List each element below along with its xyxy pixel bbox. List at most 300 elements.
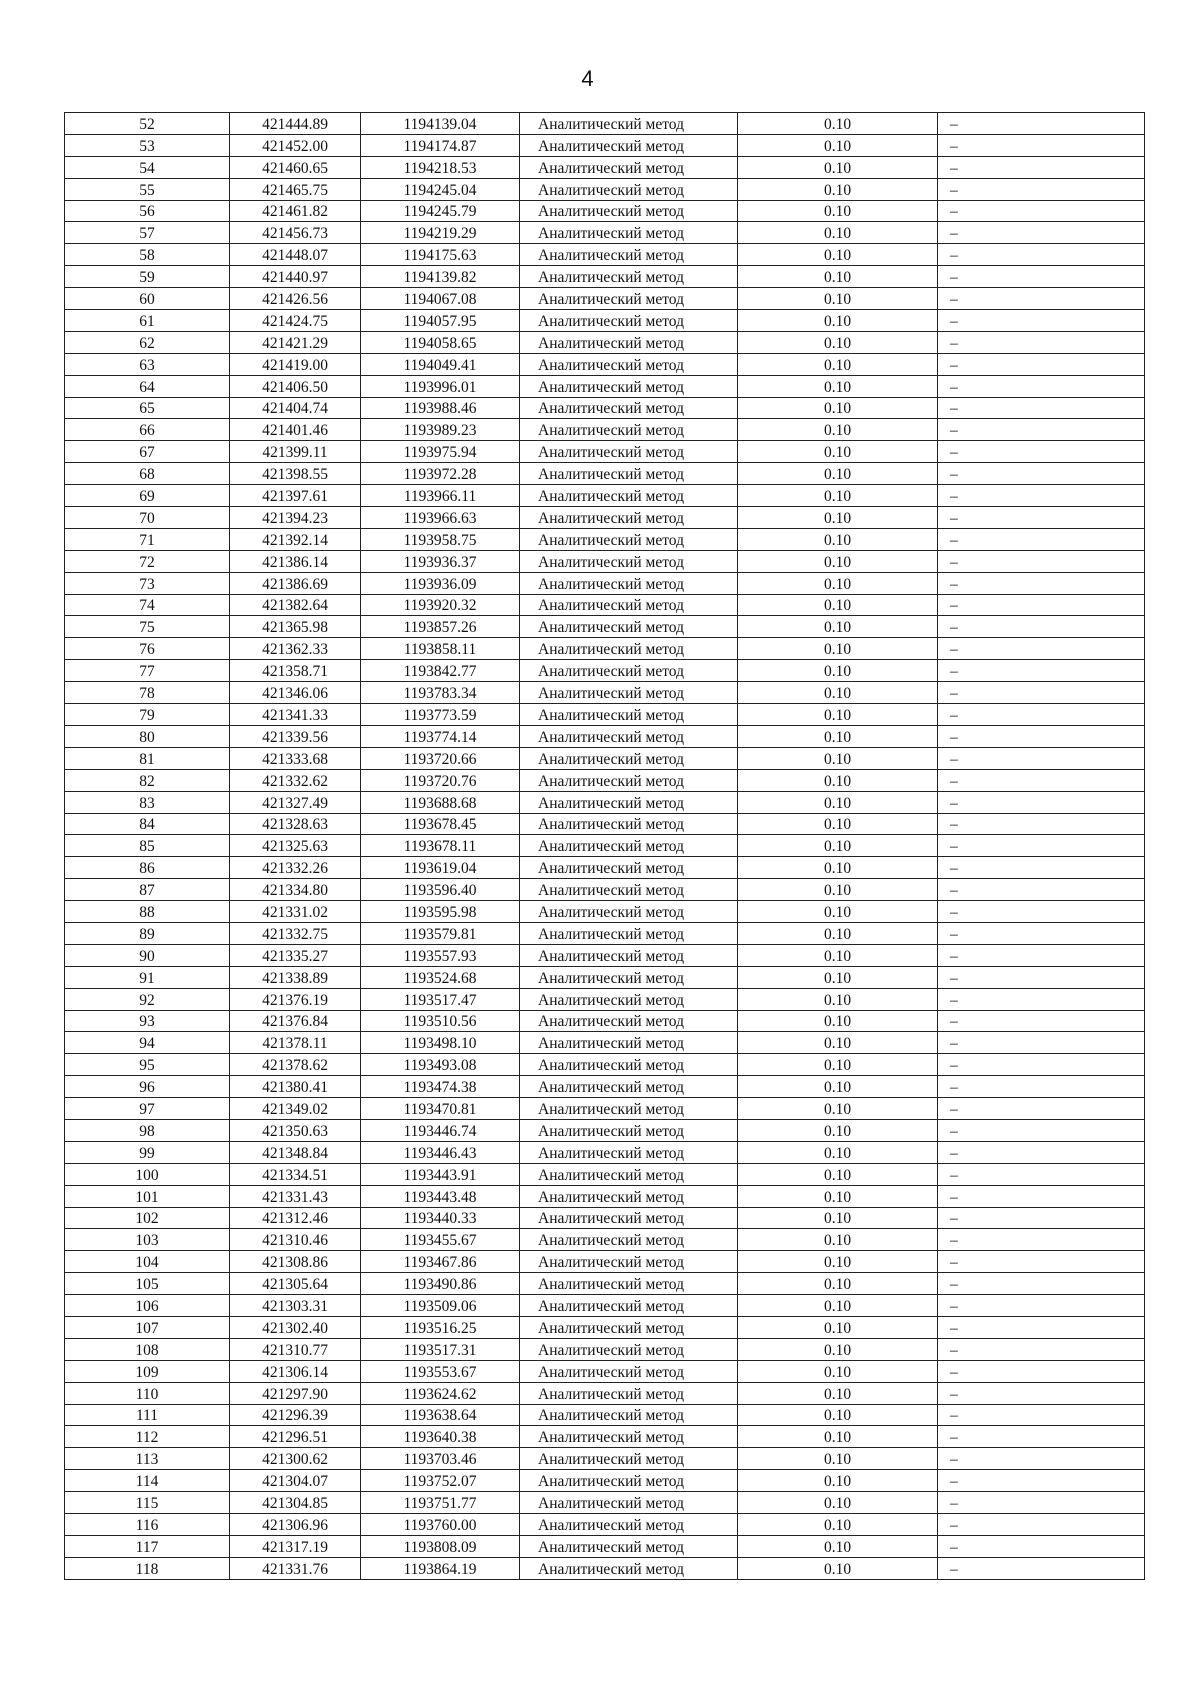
- description-cell: –: [938, 660, 1145, 682]
- point-number-cell: 62: [65, 331, 230, 353]
- description-cell: –: [938, 200, 1145, 222]
- x-coordinate-cell: 421362.33: [230, 638, 361, 660]
- y-coordinate-cell: 1193498.10: [361, 1032, 520, 1054]
- x-coordinate-cell: 421465.75: [230, 178, 361, 200]
- description-cell: –: [938, 178, 1145, 200]
- point-number-cell: 112: [65, 1426, 230, 1448]
- x-coordinate-cell: 421302.40: [230, 1316, 361, 1338]
- description-cell: –: [938, 375, 1145, 397]
- table-row: [65, 1316, 1145, 1338]
- point-number-cell: 91: [65, 966, 230, 988]
- description-cell: –: [938, 1514, 1145, 1536]
- x-coordinate-cell: 421306.14: [230, 1360, 361, 1382]
- y-coordinate-cell: 1193557.93: [361, 944, 520, 966]
- error-cell: 0.10: [738, 288, 938, 310]
- x-coordinate-cell: 421378.62: [230, 1054, 361, 1076]
- method-cell: Аналитический метод: [520, 419, 738, 441]
- table-row: [65, 1382, 1145, 1404]
- description-cell: –: [938, 1448, 1145, 1470]
- table-row: [65, 1054, 1145, 1076]
- table-row: [65, 1557, 1145, 1579]
- description-cell: –: [938, 1404, 1145, 1426]
- coordinates-table: [64, 112, 1145, 1580]
- point-number-cell: 79: [65, 704, 230, 726]
- point-number-cell: 93: [65, 1010, 230, 1032]
- description-cell: –: [938, 835, 1145, 857]
- table-row: [65, 156, 1145, 178]
- description-cell: –: [938, 1010, 1145, 1032]
- method-cell: Аналитический метод: [520, 1207, 738, 1229]
- table-row: [65, 1141, 1145, 1163]
- method-cell: Аналитический метод: [520, 331, 738, 353]
- y-coordinate-cell: 1193640.38: [361, 1426, 520, 1448]
- point-number-cell: 56: [65, 200, 230, 222]
- method-cell: Аналитический метод: [520, 1448, 738, 1470]
- table-row: [65, 857, 1145, 879]
- x-coordinate-cell: 421328.63: [230, 813, 361, 835]
- point-number-cell: 107: [65, 1316, 230, 1338]
- method-cell: Аналитический метод: [520, 704, 738, 726]
- point-number-cell: 61: [65, 310, 230, 332]
- y-coordinate-cell: 1193720.76: [361, 769, 520, 791]
- method-cell: Аналитический метод: [520, 747, 738, 769]
- error-cell: 0.10: [738, 660, 938, 682]
- y-coordinate-cell: 1193808.09: [361, 1535, 520, 1557]
- error-cell: 0.10: [738, 1514, 938, 1536]
- x-coordinate-cell: 421300.62: [230, 1448, 361, 1470]
- y-coordinate-cell: 1193678.11: [361, 835, 520, 857]
- error-cell: 0.10: [738, 594, 938, 616]
- y-coordinate-cell: 1193443.48: [361, 1185, 520, 1207]
- point-number-cell: 98: [65, 1119, 230, 1141]
- method-cell: Аналитический метод: [520, 1229, 738, 1251]
- point-number-cell: 67: [65, 441, 230, 463]
- x-coordinate-cell: 421338.89: [230, 966, 361, 988]
- error-cell: 0.10: [738, 1273, 938, 1295]
- description-cell: –: [938, 988, 1145, 1010]
- method-cell: Аналитический метод: [520, 1295, 738, 1317]
- description-cell: –: [938, 507, 1145, 529]
- table-row: [65, 1163, 1145, 1185]
- x-coordinate-cell: 421444.89: [230, 113, 361, 135]
- method-cell: Аналитический метод: [520, 638, 738, 660]
- point-number-cell: 58: [65, 244, 230, 266]
- description-cell: –: [938, 791, 1145, 813]
- method-cell: Аналитический метод: [520, 1338, 738, 1360]
- x-coordinate-cell: 421310.77: [230, 1338, 361, 1360]
- y-coordinate-cell: 1194218.53: [361, 156, 520, 178]
- point-number-cell: 96: [65, 1076, 230, 1098]
- x-coordinate-cell: 421305.64: [230, 1273, 361, 1295]
- description-cell: –: [938, 594, 1145, 616]
- error-cell: 0.10: [738, 1054, 938, 1076]
- description-cell: –: [938, 616, 1145, 638]
- description-cell: –: [938, 857, 1145, 879]
- y-coordinate-cell: 1194175.63: [361, 244, 520, 266]
- description-cell: –: [938, 485, 1145, 507]
- description-cell: –: [938, 1207, 1145, 1229]
- x-coordinate-cell: 421358.71: [230, 660, 361, 682]
- description-cell: –: [938, 725, 1145, 747]
- table-row: [65, 441, 1145, 463]
- error-cell: 0.10: [738, 966, 938, 988]
- description-cell: –: [938, 1338, 1145, 1360]
- y-coordinate-cell: 1193510.56: [361, 1010, 520, 1032]
- error-cell: 0.10: [738, 113, 938, 135]
- error-cell: 0.10: [738, 1426, 938, 1448]
- table-row: [65, 747, 1145, 769]
- description-cell: –: [938, 1054, 1145, 1076]
- method-cell: Аналитический метод: [520, 310, 738, 332]
- y-coordinate-cell: 1193446.74: [361, 1119, 520, 1141]
- point-number-cell: 64: [65, 375, 230, 397]
- error-cell: 0.10: [738, 1316, 938, 1338]
- y-coordinate-cell: 1193703.46: [361, 1448, 520, 1470]
- y-coordinate-cell: 1194058.65: [361, 331, 520, 353]
- description-cell: –: [938, 222, 1145, 244]
- x-coordinate-cell: 421339.56: [230, 725, 361, 747]
- x-coordinate-cell: 421376.84: [230, 1010, 361, 1032]
- y-coordinate-cell: 1193774.14: [361, 725, 520, 747]
- x-coordinate-cell: 421333.68: [230, 747, 361, 769]
- error-cell: 0.10: [738, 1010, 938, 1032]
- table-row: [65, 922, 1145, 944]
- description-cell: –: [938, 419, 1145, 441]
- method-cell: Аналитический метод: [520, 1382, 738, 1404]
- point-number-cell: 83: [65, 791, 230, 813]
- description-cell: –: [938, 572, 1145, 594]
- y-coordinate-cell: 1193842.77: [361, 660, 520, 682]
- point-number-cell: 77: [65, 660, 230, 682]
- method-cell: Аналитический метод: [520, 1119, 738, 1141]
- x-coordinate-cell: 421397.61: [230, 485, 361, 507]
- point-number-cell: 117: [65, 1535, 230, 1557]
- method-cell: Аналитический метод: [520, 1492, 738, 1514]
- method-cell: Аналитический метод: [520, 1514, 738, 1536]
- method-cell: Аналитический метод: [520, 616, 738, 638]
- description-cell: –: [938, 1251, 1145, 1273]
- x-coordinate-cell: 421378.11: [230, 1032, 361, 1054]
- table-row: [65, 616, 1145, 638]
- table-row: [65, 310, 1145, 332]
- method-cell: Аналитический метод: [520, 966, 738, 988]
- method-cell: Аналитический метод: [520, 1404, 738, 1426]
- y-coordinate-cell: 1193524.68: [361, 966, 520, 988]
- x-coordinate-cell: 421308.86: [230, 1251, 361, 1273]
- point-number-cell: 115: [65, 1492, 230, 1514]
- y-coordinate-cell: 1193474.38: [361, 1076, 520, 1098]
- table-row: [65, 1470, 1145, 1492]
- error-cell: 0.10: [738, 1492, 938, 1514]
- point-number-cell: 106: [65, 1295, 230, 1317]
- description-cell: –: [938, 879, 1145, 901]
- table-row: [65, 178, 1145, 200]
- description-cell: –: [938, 944, 1145, 966]
- x-coordinate-cell: 421424.75: [230, 310, 361, 332]
- description-cell: –: [938, 638, 1145, 660]
- point-number-cell: 87: [65, 879, 230, 901]
- error-cell: 0.10: [738, 1207, 938, 1229]
- description-cell: –: [938, 813, 1145, 835]
- description-cell: –: [938, 1360, 1145, 1382]
- description-cell: –: [938, 1185, 1145, 1207]
- y-coordinate-cell: 1193966.11: [361, 485, 520, 507]
- point-number-cell: 92: [65, 988, 230, 1010]
- description-cell: –: [938, 266, 1145, 288]
- description-cell: –: [938, 528, 1145, 550]
- table-row: [65, 1010, 1145, 1032]
- y-coordinate-cell: 1194245.79: [361, 200, 520, 222]
- point-number-cell: 103: [65, 1229, 230, 1251]
- table-row: [65, 1535, 1145, 1557]
- error-cell: 0.10: [738, 988, 938, 1010]
- error-cell: 0.10: [738, 156, 938, 178]
- table-row: [65, 901, 1145, 923]
- error-cell: 0.10: [738, 441, 938, 463]
- point-number-cell: 94: [65, 1032, 230, 1054]
- method-cell: Аналитический метод: [520, 178, 738, 200]
- error-cell: 0.10: [738, 813, 938, 835]
- point-number-cell: 85: [65, 835, 230, 857]
- error-cell: 0.10: [738, 1141, 938, 1163]
- x-coordinate-cell: 421304.85: [230, 1492, 361, 1514]
- y-coordinate-cell: 1193509.06: [361, 1295, 520, 1317]
- table-row: [65, 572, 1145, 594]
- y-coordinate-cell: 1193638.64: [361, 1404, 520, 1426]
- table-row: [65, 200, 1145, 222]
- point-number-cell: 78: [65, 682, 230, 704]
- error-cell: 0.10: [738, 222, 938, 244]
- x-coordinate-cell: 421421.29: [230, 331, 361, 353]
- x-coordinate-cell: 421394.23: [230, 507, 361, 529]
- x-coordinate-cell: 421332.75: [230, 922, 361, 944]
- method-cell: Аналитический метод: [520, 1273, 738, 1295]
- table-row: [65, 528, 1145, 550]
- method-cell: Аналитический метод: [520, 441, 738, 463]
- method-cell: Аналитический метод: [520, 375, 738, 397]
- point-number-cell: 105: [65, 1273, 230, 1295]
- y-coordinate-cell: 1193579.81: [361, 922, 520, 944]
- description-cell: –: [938, 441, 1145, 463]
- x-coordinate-cell: 421296.51: [230, 1426, 361, 1448]
- error-cell: 0.10: [738, 922, 938, 944]
- x-coordinate-cell: 421382.64: [230, 594, 361, 616]
- point-number-cell: 71: [65, 528, 230, 550]
- error-cell: 0.10: [738, 375, 938, 397]
- y-coordinate-cell: 1193988.46: [361, 397, 520, 419]
- error-cell: 0.10: [738, 1163, 938, 1185]
- y-coordinate-cell: 1193996.01: [361, 375, 520, 397]
- table-row: [65, 331, 1145, 353]
- error-cell: 0.10: [738, 704, 938, 726]
- x-coordinate-cell: 421310.46: [230, 1229, 361, 1251]
- description-cell: –: [938, 1141, 1145, 1163]
- description-cell: –: [938, 397, 1145, 419]
- x-coordinate-cell: 421334.80: [230, 879, 361, 901]
- x-coordinate-cell: 421401.46: [230, 419, 361, 441]
- x-coordinate-cell: 421380.41: [230, 1076, 361, 1098]
- y-coordinate-cell: 1194049.41: [361, 353, 520, 375]
- description-cell: –: [938, 1295, 1145, 1317]
- description-cell: –: [938, 331, 1145, 353]
- description-cell: –: [938, 704, 1145, 726]
- point-number-cell: 86: [65, 857, 230, 879]
- x-coordinate-cell: 421346.06: [230, 682, 361, 704]
- method-cell: Аналитический метод: [520, 572, 738, 594]
- method-cell: Аналитический метод: [520, 901, 738, 923]
- table-row: [65, 1032, 1145, 1054]
- method-cell: Аналитический метод: [520, 1054, 738, 1076]
- description-cell: –: [938, 1470, 1145, 1492]
- error-cell: 0.10: [738, 1251, 938, 1273]
- table-row: [65, 682, 1145, 704]
- error-cell: 0.10: [738, 879, 938, 901]
- y-coordinate-cell: 1193864.19: [361, 1557, 520, 1579]
- method-cell: Аналитический метод: [520, 1141, 738, 1163]
- table-row: [65, 1514, 1145, 1536]
- y-coordinate-cell: 1193752.07: [361, 1470, 520, 1492]
- error-cell: 0.10: [738, 1448, 938, 1470]
- error-cell: 0.10: [738, 178, 938, 200]
- method-cell: Аналитический метод: [520, 134, 738, 156]
- point-number-cell: 113: [65, 1448, 230, 1470]
- table-row: [65, 988, 1145, 1010]
- method-cell: Аналитический метод: [520, 857, 738, 879]
- error-cell: 0.10: [738, 1098, 938, 1120]
- x-coordinate-cell: 421327.49: [230, 791, 361, 813]
- method-cell: Аналитический метод: [520, 1557, 738, 1579]
- y-coordinate-cell: 1194219.29: [361, 222, 520, 244]
- error-cell: 0.10: [738, 901, 938, 923]
- method-cell: Аналитический метод: [520, 660, 738, 682]
- y-coordinate-cell: 1193857.26: [361, 616, 520, 638]
- point-number-cell: 84: [65, 813, 230, 835]
- error-cell: 0.10: [738, 528, 938, 550]
- y-coordinate-cell: 1194139.82: [361, 266, 520, 288]
- description-cell: –: [938, 288, 1145, 310]
- table-row: [65, 1076, 1145, 1098]
- table-row: [65, 725, 1145, 747]
- y-coordinate-cell: 1193493.08: [361, 1054, 520, 1076]
- table-row: [65, 507, 1145, 529]
- method-cell: Аналитический метод: [520, 1163, 738, 1185]
- y-coordinate-cell: 1193760.00: [361, 1514, 520, 1536]
- x-coordinate-cell: 421399.11: [230, 441, 361, 463]
- point-number-cell: 90: [65, 944, 230, 966]
- point-number-cell: 53: [65, 134, 230, 156]
- x-coordinate-cell: 421452.00: [230, 134, 361, 156]
- error-cell: 0.10: [738, 725, 938, 747]
- method-cell: Аналитический метод: [520, 528, 738, 550]
- error-cell: 0.10: [738, 1119, 938, 1141]
- description-cell: –: [938, 1426, 1145, 1448]
- x-coordinate-cell: 421317.19: [230, 1535, 361, 1557]
- description-cell: –: [938, 550, 1145, 572]
- point-number-cell: 101: [65, 1185, 230, 1207]
- method-cell: Аналитический метод: [520, 353, 738, 375]
- error-cell: 0.10: [738, 200, 938, 222]
- x-coordinate-cell: 421376.19: [230, 988, 361, 1010]
- description-cell: –: [938, 310, 1145, 332]
- error-cell: 0.10: [738, 1295, 938, 1317]
- x-coordinate-cell: 421335.27: [230, 944, 361, 966]
- y-coordinate-cell: 1193596.40: [361, 879, 520, 901]
- description-cell: –: [938, 1119, 1145, 1141]
- error-cell: 0.10: [738, 550, 938, 572]
- table-row: [65, 1426, 1145, 1448]
- point-number-cell: 89: [65, 922, 230, 944]
- error-cell: 0.10: [738, 397, 938, 419]
- y-coordinate-cell: 1193517.31: [361, 1338, 520, 1360]
- table-row: [65, 1185, 1145, 1207]
- point-number-cell: 95: [65, 1054, 230, 1076]
- error-cell: 0.10: [738, 638, 938, 660]
- x-coordinate-cell: 421440.97: [230, 266, 361, 288]
- description-cell: –: [938, 747, 1145, 769]
- method-cell: Аналитический метод: [520, 594, 738, 616]
- table-row: [65, 1229, 1145, 1251]
- method-cell: Аналитический метод: [520, 682, 738, 704]
- table-row: [65, 222, 1145, 244]
- x-coordinate-cell: 421426.56: [230, 288, 361, 310]
- description-cell: –: [938, 922, 1145, 944]
- error-cell: 0.10: [738, 1338, 938, 1360]
- error-cell: 0.10: [738, 1032, 938, 1054]
- point-number-cell: 116: [65, 1514, 230, 1536]
- point-number-cell: 111: [65, 1404, 230, 1426]
- x-coordinate-cell: 421332.62: [230, 769, 361, 791]
- description-cell: –: [938, 1316, 1145, 1338]
- x-coordinate-cell: 421348.84: [230, 1141, 361, 1163]
- table-row: [65, 1273, 1145, 1295]
- table-row: [65, 353, 1145, 375]
- x-coordinate-cell: 421331.43: [230, 1185, 361, 1207]
- point-number-cell: 66: [65, 419, 230, 441]
- x-coordinate-cell: 421334.51: [230, 1163, 361, 1185]
- table-row: [65, 134, 1145, 156]
- table-row: [65, 244, 1145, 266]
- point-number-cell: 73: [65, 572, 230, 594]
- method-cell: Аналитический метод: [520, 1426, 738, 1448]
- point-number-cell: 75: [65, 616, 230, 638]
- error-cell: 0.10: [738, 1360, 938, 1382]
- table-row: [65, 1448, 1145, 1470]
- error-cell: 0.10: [738, 134, 938, 156]
- y-coordinate-cell: 1193783.34: [361, 682, 520, 704]
- table-row: [65, 1492, 1145, 1514]
- y-coordinate-cell: 1193467.86: [361, 1251, 520, 1273]
- table-row: [65, 463, 1145, 485]
- method-cell: Аналитический метод: [520, 266, 738, 288]
- y-coordinate-cell: 1193936.09: [361, 572, 520, 594]
- point-number-cell: 100: [65, 1163, 230, 1185]
- point-number-cell: 69: [65, 485, 230, 507]
- method-cell: Аналитический метод: [520, 988, 738, 1010]
- description-cell: –: [938, 682, 1145, 704]
- y-coordinate-cell: 1193858.11: [361, 638, 520, 660]
- error-cell: 0.10: [738, 769, 938, 791]
- point-number-cell: 76: [65, 638, 230, 660]
- y-coordinate-cell: 1193773.59: [361, 704, 520, 726]
- method-cell: Аналитический метод: [520, 1098, 738, 1120]
- error-cell: 0.10: [738, 1404, 938, 1426]
- description-cell: –: [938, 353, 1145, 375]
- y-coordinate-cell: 1193972.28: [361, 463, 520, 485]
- method-cell: Аналитический метод: [520, 769, 738, 791]
- y-coordinate-cell: 1193688.68: [361, 791, 520, 813]
- y-coordinate-cell: 1193455.67: [361, 1229, 520, 1251]
- x-coordinate-cell: 421392.14: [230, 528, 361, 550]
